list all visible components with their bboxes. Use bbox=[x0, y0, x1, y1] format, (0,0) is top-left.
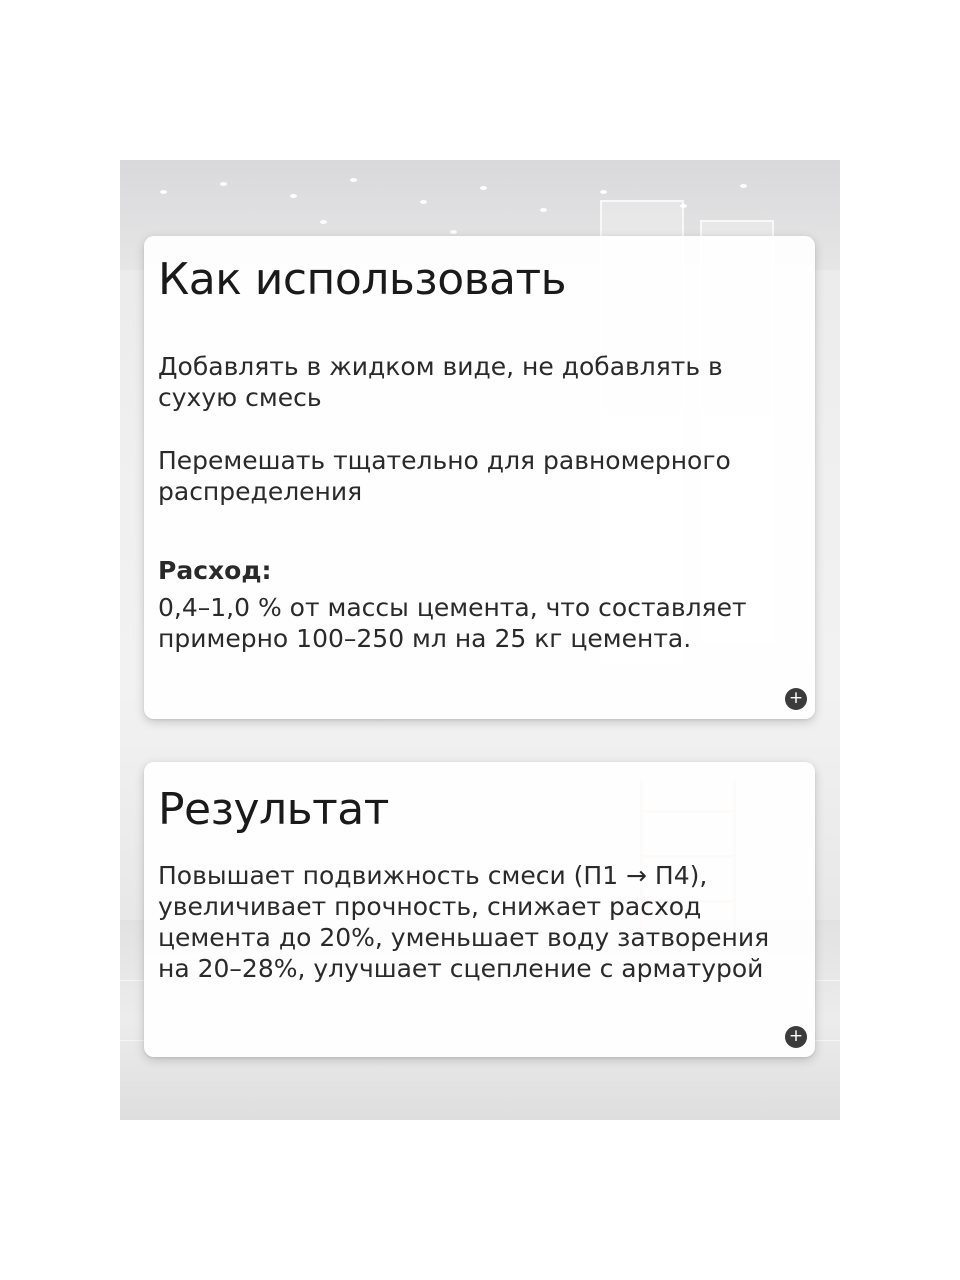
consumption-label: Расход: bbox=[158, 556, 272, 585]
ceiling-light bbox=[220, 182, 227, 186]
ceiling-light bbox=[740, 184, 747, 188]
how-to-use-title: Как использовать bbox=[158, 254, 567, 305]
ceiling-light bbox=[350, 178, 357, 182]
ceiling-light bbox=[290, 194, 297, 198]
ceiling-light bbox=[600, 190, 607, 194]
result-title: Результат bbox=[158, 784, 389, 835]
ceiling-light bbox=[320, 220, 327, 224]
result-text: Повышает подвижность смеси (П1 → П4), увеличивает прочность, снижает расход цемента до 20%, уменьшает воду затворения на 20–28%, улучшает сцепление с арматурой bbox=[158, 861, 770, 983]
expand-plus-icon[interactable]: + bbox=[785, 1026, 807, 1048]
expand-plus-icon[interactable]: + bbox=[785, 688, 807, 710]
consumption-text: 0,4–1,0 % от массы цемента, что составляет примерно 100–250 мл на 25 кг цемента. bbox=[158, 593, 747, 653]
how-to-use-card bbox=[144, 236, 815, 719]
ceiling-light bbox=[540, 208, 547, 212]
ceiling-light bbox=[420, 200, 427, 204]
ceiling-light bbox=[450, 230, 457, 234]
how-to-use-paragraph-2: Перемешать тщательно для равномерного распределения bbox=[158, 446, 731, 506]
how-to-use-paragraph-1: Добавлять в жидком виде, не добавлять в сухую смесь bbox=[158, 352, 723, 412]
ceiling-light bbox=[480, 186, 487, 190]
ceiling-light bbox=[160, 190, 167, 194]
result-card bbox=[144, 762, 815, 1057]
